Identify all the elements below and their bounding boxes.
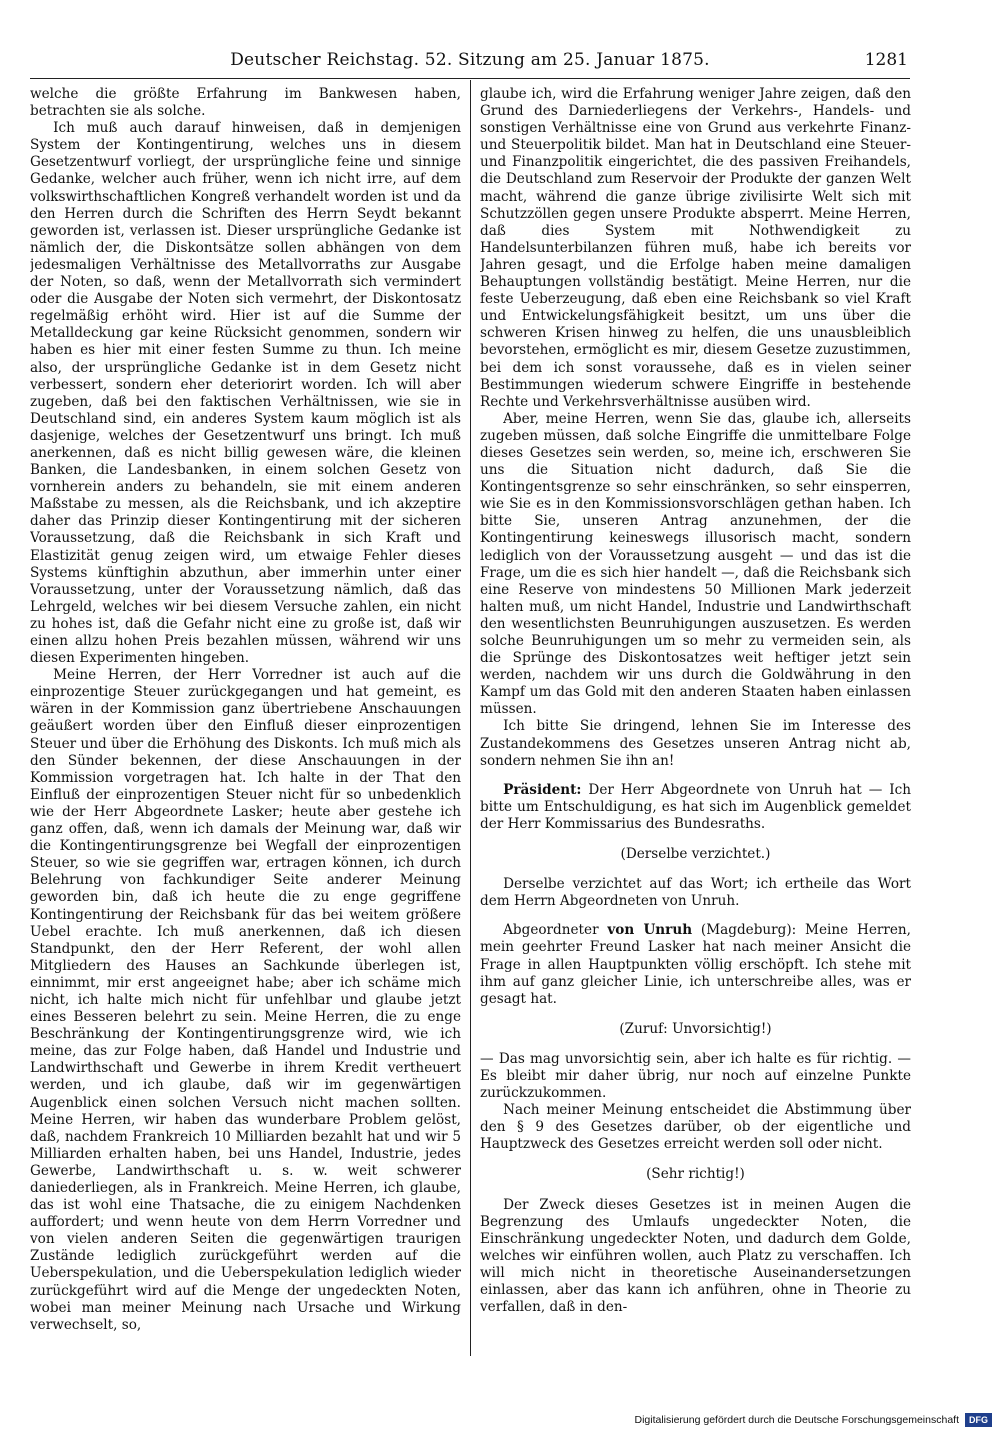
dfg-logo: DFG — [965, 1413, 992, 1427]
statement-text: Der Herr Abgeordnete von Unruh hat — Ich bitte um Entschuldigung, es hat sich im Augenblick gemeldet der Herr Kommissarius des Bundesraths. — [480, 781, 911, 832]
paragraph: glaube ich, wird die Erfahrung weniger Jahre zeigen, daß den Grund des Darniederliegens der Verkehrs-, Handels- und sonstigen Verhältnisse eine von Grund aus verkehrte Finanz- und Steuerpolitik bildet. Man hat in Deutschland eine Steuer- und Finanzpolitik eingerichtet, die des passiven Freihandels, die Deutschland zum Reservoir der Produkte der ganzen Welt macht, während die ganze übrige zivilisirte Welt sich mit Schutzzöllen gegen unsere Produkte absperrt. Meine Herren, daß dies System mit Nothwendigkeit zu Handelsunterbilanzen führen muß, habe ich bereits vor Jahren gesagt, und die Erfolge haben meine damaligen Behauptungen vollständig bestätigt. Meine Herren, nur die feste Ueberzeugung, daß eben eine Reichsbank so viel Kraft und Entwickelungsfähigkeit besitzt, um uns über die schweren Krisen hinweg zu helfen, die uns unausbleiblich bevorstehen, ermöglicht es mir, diesem Gesetze zuzustimmen, bei dem ich sonst voraussehe, daß es in vielen seiner Bestimmungen wiederum schwere Eingriffe in bestehende Rechte und Verkehrsverhältnisse ausüben wird. — [480, 86, 911, 410]
stage-direction: (Zuruf: Unvorsichtig!) — [619, 1020, 772, 1037]
speaker-name: von Unruh — [607, 922, 693, 939]
paragraph: — Das mag unvorsichtig sein, aber ich halte es für richtig. — Es bleibt mir daher übrig, nur noch auf einzelne Punkte zurückzukommen. — [480, 1050, 911, 1102]
paragraph: Meine Herren, der Herr Vorredner ist auch auf die einprozentige Steuer zurückgegangen und hat gemeint, es wären in der Kommission ganz übertriebene Anschauungen geäußert worden über den Einfluß dieser einprozentigen Steuer und über die Erhöhung des Diskonts. Ich muß mich als den Sünder bekennen, der diese Anschauungen in der Kommission vorgetragen hat. Ich halte in der That den Einfluß der einprozentigen Steuer nicht für so unbedenklich wie der Herr Abgeordnete Lasker; heute aber gestehe ich ganz offen, daß, wenn ich damals der Meinung war, daß wir die Kontingentirungsgrenze bei Wegfall der einprozentigen Steuer, so wie sie gegriffen war, ertragen können, ich durch Belehrung von fachkundiger Seite anderer Meinung geworden bin, daß ich heute die zu enge gegriffene Kontingentirung der Reichsbank für das bei weitem größere Uebel erachte. Ich muß anerkennen, daß ich diesen Standpunkt, den der Herr Referent, der wohl allen Mitgliedern des Hauses an Sachkunde überlegen ist, einnimmt, mir erst angeeignet habe; aber ich schäme mich nicht, ich halte mich nicht für unfehlbar und glaube jetzt eines Besseren belehrt zu sein. Meine Herren, die zu enge Beschränkung der Kontingentirungsgrenze wird, wie ich meine, das zur Folge haben, daß Handel und Industrie und Landwirthschaft und Gewerbe in ihrem Kredit vertheuert werden, und ich glaube, daß wir im gegenwärtigen Augenblick einen solchen Versuch nicht machen sollten. Meine Herren, wir haben das wunderbare Problem gelöst, daß, nachdem Frankreich 10 Milliarden bezahlt hat und wir 5 Milliarden erhalten haben, bei uns Handel, Industrie, jedes Gewerbe, Landwirthschaft u. s. w. weit schwerer daniederliegen, als in Frankreich. Meine Herren, ich glaube, das ist wohl eine Thatsache, die zu einigem Nachdenken auffordert; und wenn heute von dem Herrn Vorredner und von vielen anderen Seiten die gegenwärtigen traurigen Zustände lediglich zurückgeführt werden auf die Ueberspekulation, und die Ueberspekulation lediglich wieder zurückgeführt wird auf die Menge der ungedeckten Noten, wobei man meiner Meinung nach Ursache und Wirkung verwechselt, so, — [30, 667, 461, 1333]
paragraph: Ich muß auch darauf hinweisen, daß in demjenigen System der Kontingentirung, welches uns in diesem Gesetzentwurf vorliegt, der ursprüngliche feine und sinnige Gedanke, welcher auch früher, wenn ich nicht irre, auf dem volkswirthschaftlichen Kongreß verhandelt worden ist und da den Herren durch die Schriften des Herrn Seydt bekannt geworden ist, verlassen ist. Dieser ursprüngliche Gedanke ist nämlich der, die Diskontsätze sollen abhängen von dem jedesmaligen Verhältnisse des Metallvorraths zur Ausgabe der Noten, so daß, wenn der Metallvorrath sich vermindert oder die Ausgabe der Noten sich vermehrt, der Diskontosatz regelmäßig erhöht wird. Hier ist auf die Summe der Metalldeckung gar keine Rücksicht genommen, sondern wir haben es hier mit einer festen Summe zu thun. Ich meine also, der ursprüngliche Gedanke ist in dem Gesetz nicht verbessert, sondern eher deteriorirt worden. Ich will aber zugeben, daß bei den faktischen Verhältnissen, wie sie in Deutschland sind, ein anderes System kaum möglich ist als dasjenige, welches der Gesetzentwurf uns bringt. Ich muß anerkennen, daß es nicht billig gewesen wäre, die kleinen Banken, die Landesbanken, in einem solchen Gesetz von vornherein anders zu behandeln, sie mit einem anderen Maßstabe zu messen, als die Reichsbank, und ich akzeptire daher das Prinzip dieser Kontingentirung mit der sicheren Voraussetzung, daß die Reichsbank in sich Kraft und Elastizität genug zeigen wird, um etwaige Fehler dieses Systems künftighin abzuthun, aber immerhin unter einer Voraussetzung, unter der Voraussetzung nämlich, daß das Lehrgeld, welches wir bei diesem Versuche zahlen, ein nicht zu hohes ist, daß die Gefahr nicht eine zu große ist, daß wir einen allzu hohen Preis bezahlen müssen, während wir uns diesen Experimenten hingeben. — [30, 120, 461, 667]
left-column — [30, 86, 461, 1356]
header-rule — [30, 78, 910, 79]
statement-text: (Magdeburg): Meine Herren, mein geehrter Freund Lasker hat nach meiner Ansicht die Frage in allen Hauptpunkten völlig erschöpft. Ich stehe mit ihm auf ganz gleicher Linie, ich unterschreibe alles, was er gesagt hat. — [480, 922, 911, 1007]
right-column — [480, 86, 911, 1356]
paragraph: Ich bitte Sie dringend, lehnen Sie im Interesse des Zustandekommens des Gesetzes unseren Antrag nicht ab, sondern nehmen Sie ihn an! — [480, 718, 911, 769]
speaker-name: Präsident: — [503, 781, 582, 798]
header-title: Deutscher Reichstag. 52. Sitzung am 25. Januar 1875. — [230, 50, 710, 70]
page-header — [32, 50, 908, 74]
unruh-statement — [480, 922, 911, 1007]
president-statement — [480, 782, 911, 833]
paragraph: Derselbe verzichtet auf das Wort; ich ertheile das Wort dem Herrn Abgeordneten von Unruh. — [480, 876, 911, 910]
paragraph: Aber, meine Herren, wenn Sie das, glaube ich, allerseits zugeben müssen, daß solche Eingriffe die unmittelbare Folge dieses Gesetzes sein werden, so, meine ich, erschweren Sie uns die Situation nicht dadurch, daß Sie die Kontingentsgrenze so sehr einschränken, so sehr einsperren, wie Sie es in den Kommissionsvorschlägen gethan haben. Ich bitte Sie, unseren Antrag anzunehmen, der die Kontingentirung keineswegs illusorisch macht, sondern lediglich von der Voraussetzung ausgeht — und das ist die Frage, um die es sich hier handelt —, daß die Reichsbank sich eine Reserve von mindestens 50 Millionen Mark jederzeit halten muß, um nicht Handel, Industrie und Landwirthschaft den wesentlichsten Beunruhigungen auszusetzen. Es werden solche Beunruhigungen um so mehr zu vermeiden sein, als die Sprünge des Diskontosatzes weit heftiger jetzt sein werden, nachdem wir uns durch die Goldwährung in den Kampf um das Gold mit den anderen Staaten haben einlassen müssen. — [480, 410, 911, 718]
paragraph: welche die größte Erfahrung im Bankwesen haben, betrachten sie als solche. — [30, 86, 461, 120]
page-number: 1281 — [864, 50, 908, 70]
stage-direction: (Derselbe verzichtet.) — [620, 846, 771, 863]
column-divider — [470, 80, 471, 1356]
stage-direction: (Sehr richtig!) — [646, 1166, 745, 1183]
footer — [634, 1412, 992, 1428]
footer-credit: Digitalisierung gefördert durch die Deutsche Forschungsgemeinschaft — [634, 1414, 959, 1426]
speaker-title: Abgeordneter — [503, 922, 608, 939]
paragraph: Nach meiner Meinung entscheidet die Abstimmung über den § 9 des Gesetzes darüber, ob der eigentliche und Hauptzweck des Gesetzes erreicht werden soll oder nicht. — [480, 1102, 911, 1153]
paragraph: Der Zweck dieses Gesetzes ist in meinen Augen die Begrenzung des Umlaufs ungedeckter Noten, die Einschränkung ungedeckter Noten, und dadurch dem Golde, welches wir einführen wollen, auch Platz zu verschaffen. Ich will mich nicht in theoretische Auseinandersetzungen einlassen, aber das kann ich anführen, ohne in Theorie zu verfallen, daß in den- — [480, 1196, 911, 1316]
